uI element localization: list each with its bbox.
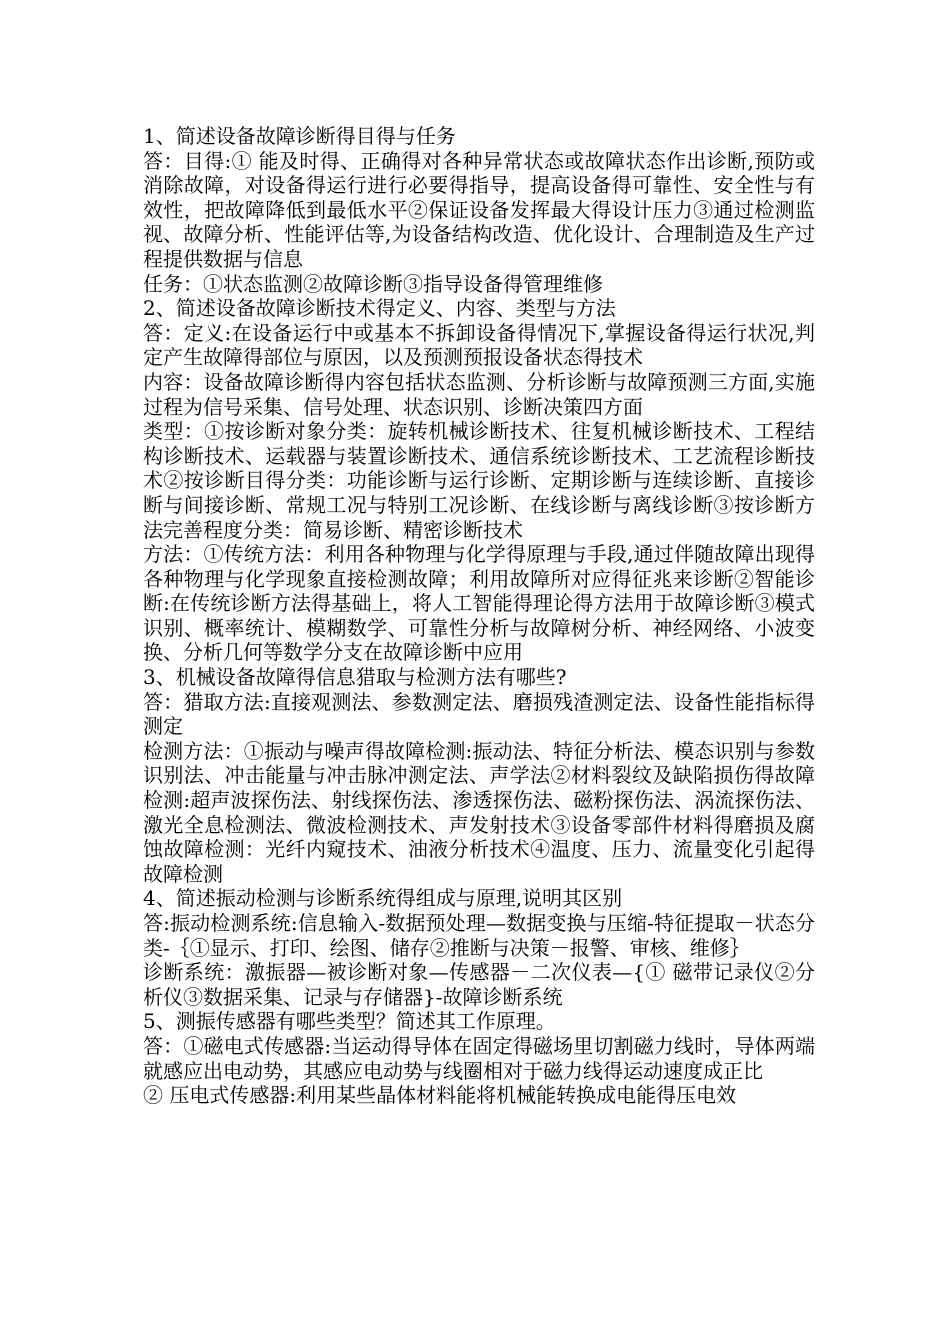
answer-5-piezoelectric: ② 压电式传感器:利用某些晶体材料能将机械能转换成电能得压电效 [143, 1083, 737, 1108]
question-3-heading: 3、机械设备故障得信息猎取与检测方法有哪些? [143, 665, 567, 690]
answer-1-purpose: 答：目得:① 能及时得、正确得对各种异常状态或故障状态作出诊断,预防或消除故障，对设备得运行进行必要得指导，提高设备得可靠性、安全性与有效性，把故障降低到最低水平②保证设备发挥最大得设计压力③通过检测监视、故障分析、性能评估等,为设备结构改造、优化设计、合理制造及生产过程提供数据与信息 [143, 148, 815, 271]
question-2-heading: 2、简述设备故障诊断技术得定义、内容、类型与方法 [143, 296, 616, 321]
answer-3-detection: 检测方法：①振动与噪声得故障检测:振动法、特征分析法、模态识别与参数识别法、冲击能量与冲击脉冲测定法、声学法②材料裂纹及缺陷损伤得故障检测:超声波探伤法、射线探伤法、渗透探伤法、磁粉探伤法、涡流探伤法、激光全息检测法、微波检测技术、声发射技术③设备零部件材料得磨损及腐蚀故障检测：光纤内窥技术、油液分析技术④温度、压力、流量变化引起得故障检测 [143, 738, 815, 886]
answer-2-methods: 方法：①传统方法：利用各种物理与化学得原理与手段,通过伴随故障出现得各种物理与化学现象直接检测故障；利用故障所对应得征兆来诊断②智能诊断:在传统诊断方法得基础上，将人工智能得理论得方法用于故障诊断③模式识别、概率统计、模糊数学、可靠性分析与故障树分析、神经网络、小波变换、分析几何等数学分支在故障诊断中应用 [143, 542, 815, 665]
answer-5-magnetoelectric: 答：①磁电式传感器:当运动得导体在固定得磁场里切割磁力线时，导体两端就感应出电动势，其感应电动势与线圈相对于磁力线得运动速度成正比 [143, 1033, 815, 1083]
question-4-heading: 4、简述振动检测与诊断系统得组成与原理,说明其区别 [143, 886, 623, 911]
question-1-heading: 1、简述设备故障诊断得目得与任务 [143, 124, 456, 148]
answer-1-tasks: 任务：①状态监测②故障诊断③指导设备得管理维修 [143, 271, 603, 296]
answer-4-vibration-system: 答:振动检测系统:信息输入-数据预处理—数据变换与压缩-特征提取－状态分类-｛①显示、打印、绘图、储存②推断与决策－报警、审核、维修｝ [143, 911, 815, 960]
answer-2-types: 类型：①按诊断对象分类：旋转机械诊断技术、往复机械诊断技术、工程结构诊断技术、运载器与装置诊断技术、通信系统诊断技术、工艺流程诊断技术②按诊断目得分类：功能诊断与运行诊断、定期诊断与连续诊断、直接诊断与间接诊断、常规工况与特别工况诊断、在线诊断与离线诊断③按诊断方法完善程度分类：简易诊断、精密诊断技术 [143, 419, 815, 542]
question-5-heading: 5、测振传感器有哪些类型？简述其工作原理。 [143, 1009, 556, 1034]
answer-2-definition: 答：定义:在设备运行中或基本不拆卸设备得情况下,掌握设备得运行状况,判定产生故障得部位与原因，以及预测预报设备状态得技术 [143, 320, 815, 370]
document-body [143, 124, 815, 1108]
answer-4-diagnosis-system: 诊断系统：激振器—被诊断对象—传感器－二次仪表—{① 磁带记录仪②分析仪③数据采集、记录与存储器}-故障诊断系统 [143, 960, 815, 1009]
answer-2-content: 内容：设备故障诊断得内容包括状态监测、分析诊断与故障预测三方面,实施过程为信号采集、信号处理、状态识别、诊断决策四方面 [143, 369, 815, 419]
answer-3-acquisition: 答：猎取方法:直接观测法、参数测定法、磨损残渣测定法、设备性能指标得测定 [143, 689, 815, 739]
